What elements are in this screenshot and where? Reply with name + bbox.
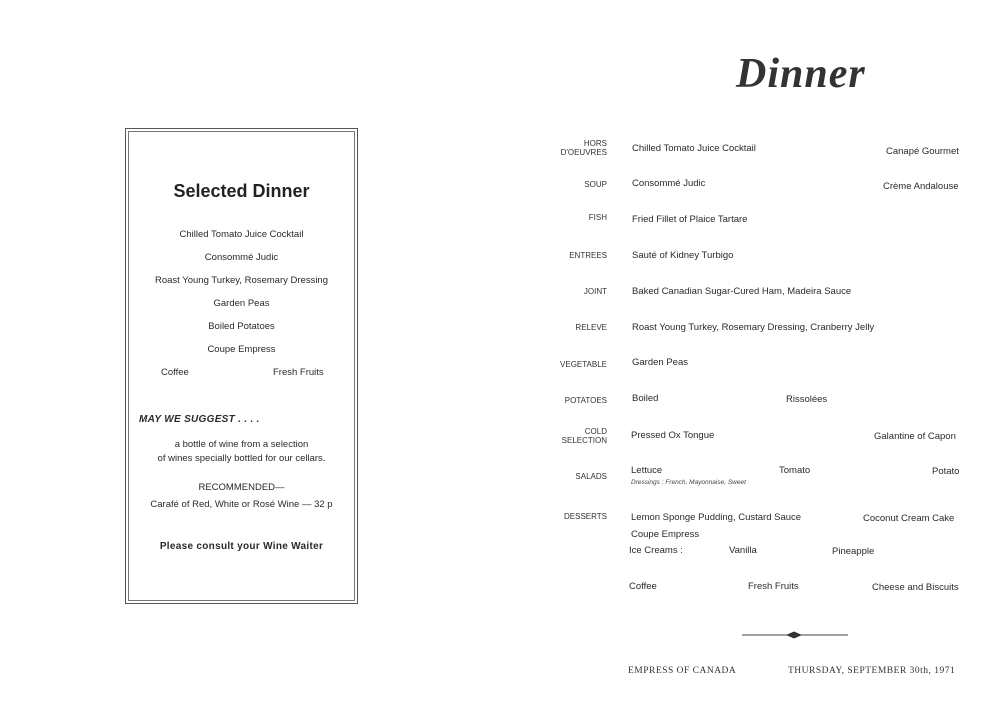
dish: Boiled: [632, 393, 659, 404]
dish: Lemon Sponge Pudding, Custard Sauce: [631, 512, 802, 523]
selected-dinner-title: Selected Dinner: [173, 181, 310, 201]
ornament-divider-icon: [742, 630, 848, 640]
dish: Crème Andalouse: [883, 181, 959, 192]
dish: Canapé Gourmet: [886, 146, 959, 157]
selected-course: Boiled Potatoes: [208, 321, 275, 332]
dish: Fried Fillet of Plaice Tartare: [632, 214, 748, 225]
dish: Galantine of Capon: [874, 431, 956, 442]
dish: Rissolées: [786, 394, 828, 405]
dish: Coconut Cream Cake: [863, 513, 955, 524]
dish: Garden Peas: [632, 357, 688, 368]
category-label: ENTREES: [569, 251, 607, 260]
ship-name: EMPRESS OF CANADA: [628, 666, 737, 676]
suggest-line: of wines specially bottled for our cellars.: [157, 453, 326, 464]
category-label: RELEVE: [575, 323, 607, 332]
selected-course: Roast Young Turkey, Rosemary Dressing: [154, 275, 329, 286]
dish: Roast Young Turkey, Rosemary Dressing, Cranberry Jelly: [632, 322, 875, 333]
selected-course: Garden Peas: [213, 298, 270, 309]
selected-course: Chilled Tomato Juice Cocktail: [179, 229, 304, 240]
dish: Fresh Fruits: [748, 581, 799, 592]
selected-coffee: Coffee: [161, 367, 189, 378]
category-label: COLD: [584, 427, 607, 436]
category-label: POTATOES: [564, 396, 607, 405]
category-label: SELECTION: [561, 436, 607, 445]
dish: Pressed Ox Tongue: [631, 430, 715, 441]
suggest-line: a bottle of wine from a selection: [174, 439, 309, 450]
selected-fruits: Fresh Fruits: [273, 367, 324, 378]
menu-date: THURSDAY, SEPTEMBER 30th, 1971: [788, 666, 956, 676]
dish: Coupe Empress: [631, 529, 700, 540]
category-cold-selection: [507, 427, 607, 445]
carafe-line: Carafé of Red, White or Rosé Wine — 32 p: [150, 499, 333, 510]
dish: Chilled Tomato Juice Cocktail: [632, 143, 756, 154]
category-label: SALADS: [575, 472, 607, 481]
dish: Sauté of Kidney Turbigo: [632, 250, 734, 261]
dish: Vanilla: [729, 545, 757, 556]
dish: Tomato: [779, 465, 811, 476]
category-label: JOINT: [583, 287, 607, 296]
category-label: VEGETABLE: [560, 360, 607, 369]
selected-course: Coupe Empress: [207, 344, 276, 355]
category-hors-doeuvres: [507, 139, 607, 157]
selected-course: Consommé Judic: [204, 252, 279, 263]
category-label: SOUP: [584, 180, 607, 189]
dish: Cheese and Biscuits: [872, 582, 959, 593]
dish: Lettuce: [631, 465, 663, 476]
category-label: D'OEUVRES: [560, 148, 607, 157]
category-label: HORS: [583, 139, 607, 148]
category-label: FISH: [588, 213, 607, 222]
dish: Consommé Judic: [632, 178, 706, 189]
ice-creams-label: Ice Creams :: [629, 545, 683, 556]
dish: Potato: [932, 466, 960, 477]
salad-dressings: Dressings : French, Mayonnaise, Sweet: [631, 479, 746, 486]
selected-dinner-card: [125, 128, 358, 604]
dish: Baked Canadian Sugar-Cured Ham, Madeira Sauce: [632, 286, 852, 297]
suggest-heading: MAY WE SUGGEST . . . .: [139, 414, 260, 425]
consult-wine-waiter: Please consult your Wine Waiter: [159, 541, 324, 552]
dinner-title: Dinner: [736, 51, 866, 97]
dish: Pineapple: [832, 546, 875, 557]
category-label: DESSERTS: [564, 512, 607, 521]
dish: Coffee: [629, 581, 657, 592]
recommended-label: RECOMMENDED—: [198, 482, 285, 493]
